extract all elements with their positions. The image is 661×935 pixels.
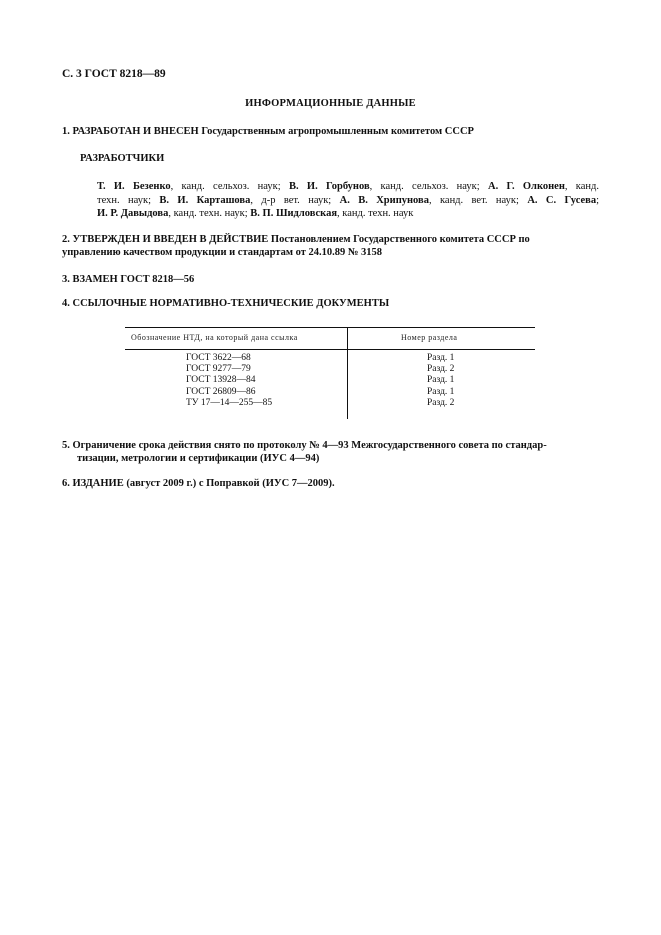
section-4: 4. ССЫЛОЧНЫЕ НОРМАТИВНО-ТЕХНИЧЕСКИЕ ДОКУМЕНТЫ xyxy=(62,298,390,309)
section-5 xyxy=(62,439,599,465)
table-cell-doc: ТУ 17—14—255—85 xyxy=(186,397,273,408)
table-header-rule xyxy=(125,349,535,350)
table-header-section: Номер раздела xyxy=(401,333,458,342)
table-top-rule xyxy=(125,327,535,328)
author-name: В. П. Шидловская xyxy=(250,208,338,219)
table-cell-doc: ГОСТ 26809—86 xyxy=(186,386,256,397)
author-degree: , канд. сельхоз. наук; xyxy=(170,181,289,192)
author-name: Т. И. Безенко xyxy=(97,181,171,192)
section-5-line-1: 5. Ограничение срока действия снято по протоколу № 4—93 Межгосударственного совета по стандар- xyxy=(62,440,547,451)
page-header: С. 3 ГОСТ 8218—89 xyxy=(62,68,166,80)
author-name: В. И. Горбунов xyxy=(288,181,370,192)
table-section-column xyxy=(427,353,454,409)
author-name: А. В. Хрипунова xyxy=(339,194,429,206)
section-3: 3. ВЗАМЕН ГОСТ 8218—56 xyxy=(62,274,195,285)
table-cell-doc: ГОСТ 13928—84 xyxy=(186,375,256,386)
table-column-divider xyxy=(347,327,348,419)
table-cell-section: Разд. 2 xyxy=(427,397,455,408)
table-cell-section: Разд. 2 xyxy=(427,364,455,375)
section-2-text-2: управлению качеством продукции и стандартам от 24.10.89 № 3158 xyxy=(62,247,383,258)
developers-heading: РАЗРАБОТЧИКИ xyxy=(80,153,165,164)
author-name: А. С. Гусева xyxy=(527,194,597,206)
authors-line-2 xyxy=(97,194,599,208)
author-degree: ; xyxy=(596,194,600,206)
author-name: И. Р. Давыдова xyxy=(97,208,169,219)
author-degree: техн. наук; xyxy=(97,194,160,206)
section-5-line-2: тизации, метрологии и сертификации (ИУС 4—94) xyxy=(77,453,320,464)
table-doc-column xyxy=(186,353,272,409)
author-name: В. И. Карташова xyxy=(159,194,251,206)
author-name: А. Г. Олконен xyxy=(487,181,565,192)
table-cell-doc: ГОСТ 9277—79 xyxy=(186,364,251,375)
document-title: ИНФОРМАЦИОННЫЕ ДАННЫЕ xyxy=(245,98,416,109)
author-degree: , канд. техн. наук; xyxy=(168,208,251,219)
references-table xyxy=(125,327,535,419)
section-6: 6. ИЗДАНИЕ (август 2009 г.) с Поправкой (ИУС 7—2009). xyxy=(62,478,335,489)
table-cell-section: Разд. 1 xyxy=(427,386,455,397)
table-cell-doc: ГОСТ 3622—68 xyxy=(186,353,251,363)
authors-line-3 xyxy=(97,207,599,221)
section-2 xyxy=(62,233,599,259)
author-degree: , канд. техн. наук xyxy=(337,208,414,219)
authors-line-1 xyxy=(97,180,599,194)
author-degree: , д-р вет. наук; xyxy=(250,194,340,206)
author-degree: , канд. xyxy=(564,181,599,192)
table-cell-section: Разд. 1 xyxy=(427,353,455,363)
table-cell-section: Разд. 1 xyxy=(427,375,455,386)
author-degree: , канд. сельхоз. наук; xyxy=(369,181,488,192)
authors-list xyxy=(97,180,599,221)
author-degree: , канд. вет. наук; xyxy=(428,194,528,206)
section-2-lead: 2. УТВЕРЖДЕН И ВВЕДЕН В ДЕЙСТВИЕ xyxy=(62,234,269,245)
section-1: 1. РАЗРАБОТАН И ВНЕСЕН Государственным агропромышленным комитетом СССР xyxy=(62,126,474,137)
table-header-doc: Обозначение НТД, на который дана ссылка xyxy=(131,333,298,342)
section-2-text-1: Постановлением Государственного комитета СССР по xyxy=(268,234,530,245)
